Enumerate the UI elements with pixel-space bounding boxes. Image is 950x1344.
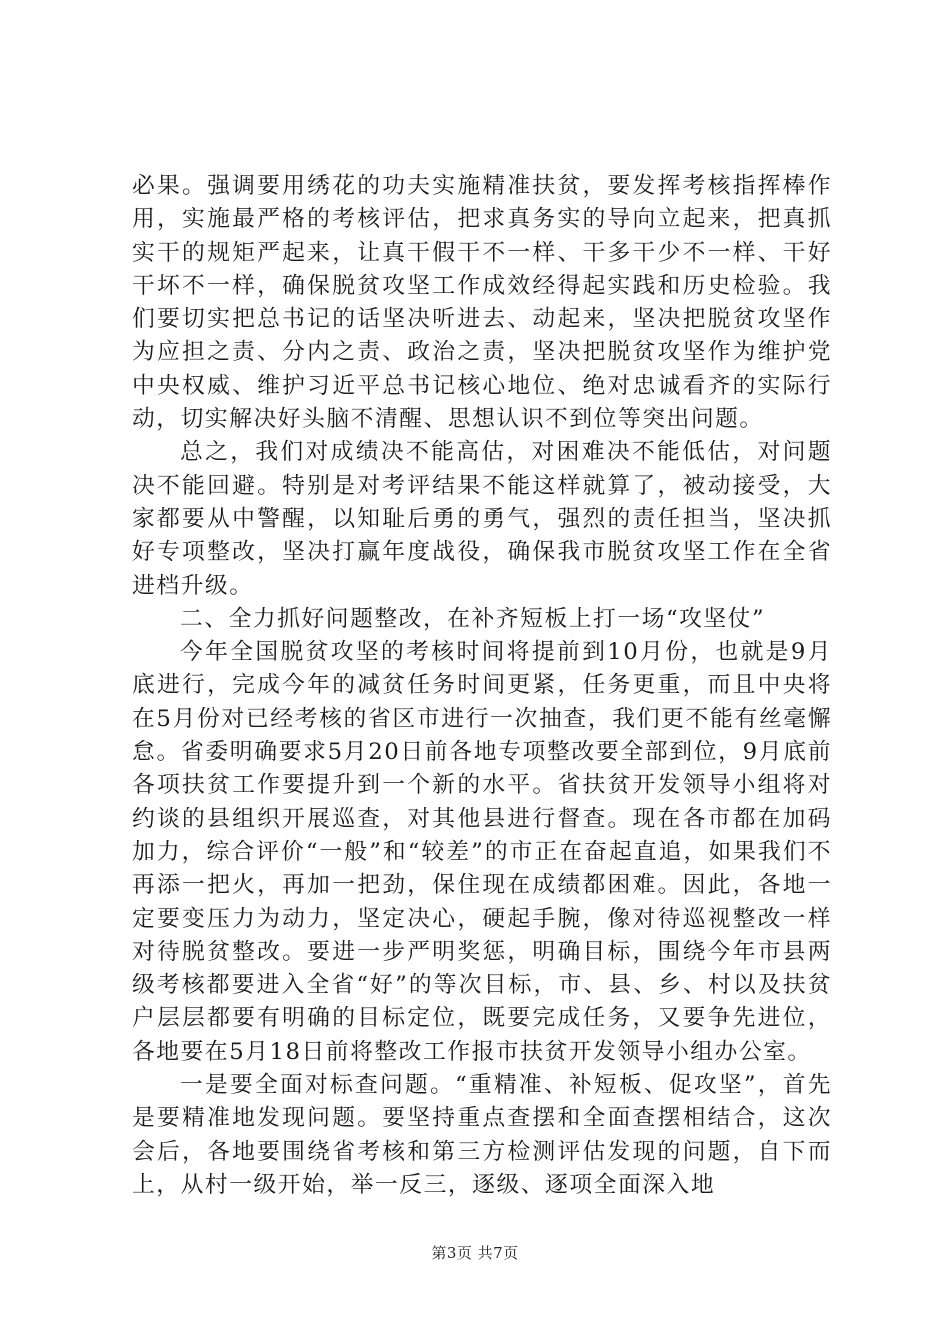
section-heading: 二、全力抓好问题整改，在补齐短板上打一场“攻坚仗” — [180, 605, 766, 632]
page-footer: 第3页 共7页 — [431, 1244, 519, 1262]
paragraph-3: 今年全国脱贫攻坚的考核时间将提前到10月份，也就是9月底进行，完成今年的减贫任务时间更紧，任务更重，而且中央将在5月份对已经考核的省区市进行一次抽查，我们更不能有丝毫懈怠。省委明确要求5月20日前各地专项整改要全部到位，9月底前各项扶贫工作要提升到一个新的水平。省扶贫开发领导小组将对约谈的县组织开展巡查，对其他县进行督查。现在各市都在加码加力，综合评价“一般”和“较差”的市正在奋起直追，如果我们不再添一把火，再加一把劲，保住现在成绩都困难。因此，各地一定要变压力为动力，坚定决心，硬起手腕，像对待巡视整改一样对待脱贫整改。要进一步严明奖惩，明确目标，围绕今年市县两级考核都要进入全省“好”的等次目标，市、县、乡、村以及扶贫户层层都要有明确的目标定位，既要完成任务，又要争先进位，各地要在5月18日前将整改工作报市扶贫开发领导小组办公室。 — [132, 639, 832, 1065]
paragraph-2: 总之，我们对成绩决不能高估，对困难决不能低估，对问题决不能回避。特别是对考评结果不能这样就算了，被动接受，大家都要从中警醒，以知耻后勇的勇气，强烈的责任担当，坚决抓好专项整改，坚决打赢年度战役，确保我市脱贫攻坚工作在全省进档升级。 — [132, 439, 832, 599]
paragraph-4: 一是要全面对标查问题。“重精准、补短板、促攻坚”，首先是要精准地发现问题。要坚持重点查摆和全面查摆相结合，这次会后，各地要围绕省考核和第三方检测评估发现的问题，自下而上，从村一级开始，举一反三，逐级、逐项全面深入地 — [132, 1072, 832, 1198]
paragraph-1: 必果。强调要用绣花的功夫实施精准扶贫，要发挥考核指挥棒作用，实施最严格的考核评估，把求真务实的导向立起来，把真抓实干的规矩严起来，让真干假干不一样、干多干少不一样、干好干坏不一样，确保脱贫攻坚工作成效经得起实践和历史检验。我们要切实把总书记的话坚决听进去、动起来，坚决把脱贫攻坚作为应担之责、分内之责、政治之责，坚决把脱贫攻坚作为维护党中央权威、维护习近平总书记核心地位、绝对忠诚看齐的实际行动，切实解决好头脑不清醒、思想认识不到位等突出问题。 — [132, 173, 832, 433]
document-body — [132, 170, 832, 1202]
